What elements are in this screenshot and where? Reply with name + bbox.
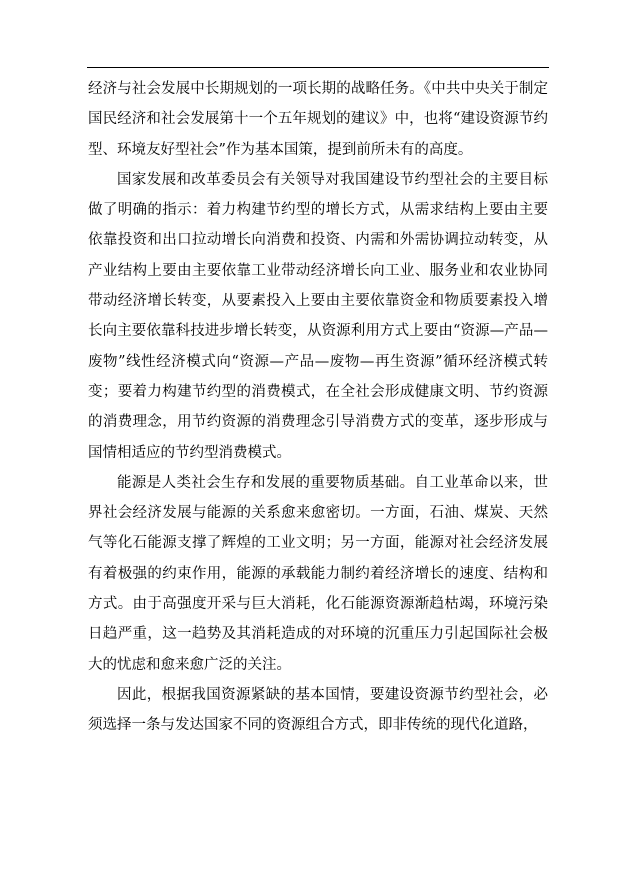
- header-rule: [87, 67, 549, 68]
- paragraph: 因此，根据我国资源紧缺的基本国情，要建设资源节约型社会，必须选择一条与发达国家不同的资源组合方式，即非传统的现代化道路，: [88, 686, 548, 734]
- document-body: [88, 74, 548, 741]
- paragraph-continuation: 经济与社会发展中长期规划的一项长期的战略任务。《中共中央关于制定国民经济和社会发展第十一个五年规划的建议》中，也将“建设资源节约型、环境友好型社会”作为基本国策，提到前所未有的高度。: [88, 81, 548, 158]
- paragraph: 能源是人类社会生存和发展的重要物质基础。自工业革命以来，世界社会经济发展与能源的关系愈来愈密切。一方面，石油、煤炭、天然气等化石能源支撑了辉煌的工业文明；另一方面，能源对社会经济发展有着极强的约束作用，能源的承载能力制约着经济增长的速度、结构和方式。由于高强度开采与巨大消耗，化石能源资源渐趋枯竭，环境污染日趋严重，这一趋势及其消耗造成的对环境的沉重压力引起国际社会极大的忧虑和愈来愈广泛的关注。: [88, 474, 548, 673]
- paragraph: 国家发展和改革委员会有关领导对我国建设节约型社会的主要目标做了明确的指示：着力构建节约型的增长方式，从需求结构上要由主要依靠投资和出口拉动增长向消费和投资、内需和外需协调拉动转变，从产业结构上要由主要依靠工业带动经济增长向工业、服务业和农业协同带动经济增长转变，从要素投入上要由主要依靠资金和物质要素投入增长向主要依靠科技进步增长转变，从资源利用方式上要由“资源—产品—废物”线性经济模式向“资源—产品—废物—再生资源”循环经济模式转变；要着力构建节约型的消费模式，在全社会形成健康文明、节约资源的消费理念，用节约资源的消费理念引导消费方式的变革，逐步形成与国情相适应的节约型消费模式。: [88, 171, 548, 461]
